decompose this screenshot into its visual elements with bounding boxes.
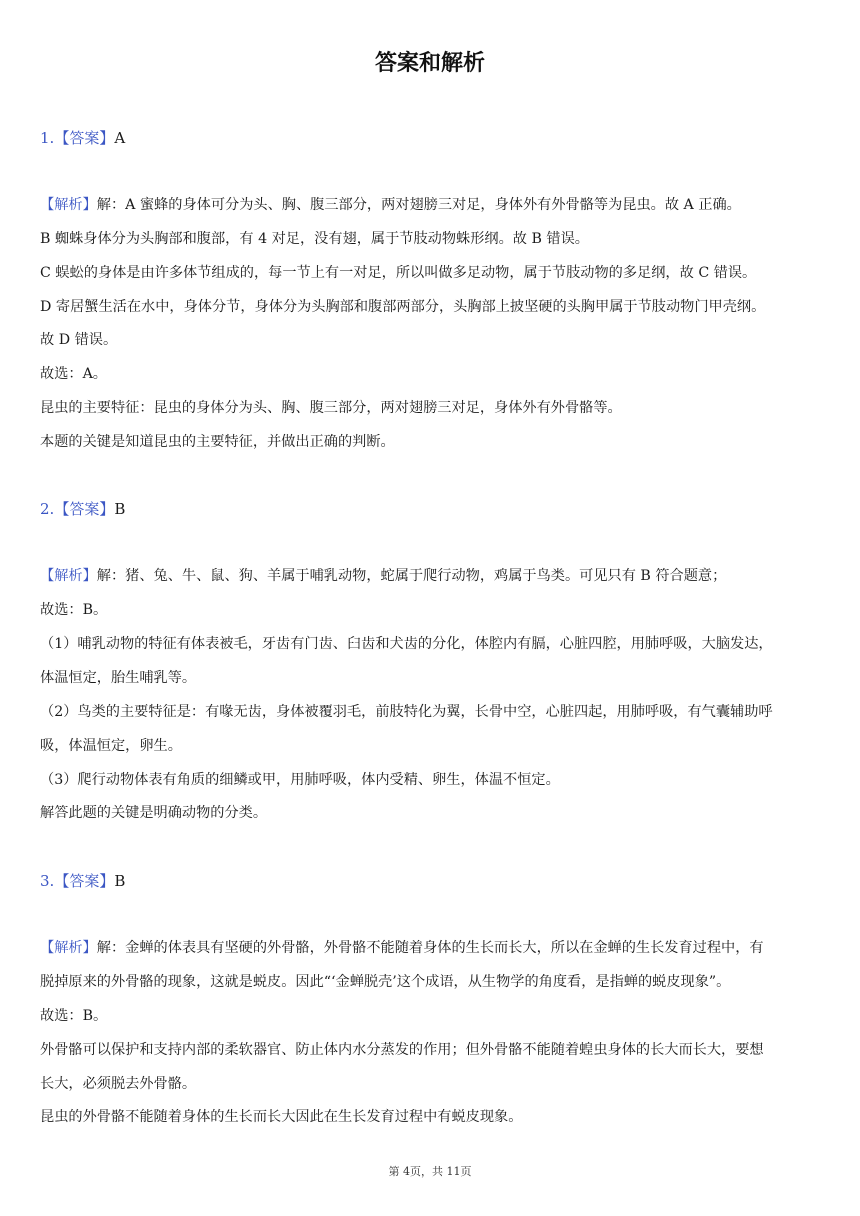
answer-tag: 【答案】	[54, 129, 115, 147]
analysis-text: 解：A 蜜蜂的身体可分为头、胸、腹三部分，两对翅膀三对足，身体外有外骨骼等为昆虫。故 A 正确。	[96, 197, 741, 213]
question-number: 3.	[40, 872, 55, 890]
analysis-line: B 蜘蛛身体分为头胸部和腹部，有 4 对足，没有翅，属于节肢动物蛛形纲。故 B 错误。	[40, 231, 589, 247]
answer-line-q1	[40, 128, 125, 148]
page-footer: 第 4页，共 11页	[388, 1165, 472, 1178]
analysis-line: 体温恒定，胎生哺乳等。	[40, 670, 197, 686]
analysis-line: 长大，必须脱去外骨骼。	[40, 1076, 197, 1092]
analysis-text: 解：金蝉的体表具有坚硬的外骨骼，外骨骼不能随着身体的生长而长大，所以在金蝉的生长发育过程中，有	[96, 940, 764, 956]
answer-value: B	[114, 500, 126, 518]
answer-value: B	[114, 872, 126, 890]
question-number: 1.	[40, 129, 55, 147]
analysis-line: （2）鸟类的主要特征是：有喙无齿，身体被覆羽毛，前肢特化为翼，长骨中空，心脏四起，用肺呼吸，有气囊辅助呼	[40, 704, 773, 720]
question-number: 2.	[40, 500, 55, 518]
analysis-line	[40, 938, 825, 958]
analysis-line: 外骨骼可以保护和支持内部的柔软器官、防止体内水分蒸发的作用；但外骨骼不能随着蝗虫身体的长大而长大，要想	[40, 1042, 764, 1058]
analysis-line: 故选：A。	[40, 366, 107, 382]
analysis-text: 解：猪、兔、牛、鼠、狗、羊属于哺乳动物，蛇属于爬行动物，鸡属于鸟类。可见只有 B 符合题意；	[96, 568, 727, 584]
answer-line-q2	[40, 499, 125, 519]
analysis-tag: 【解析】	[40, 568, 97, 584]
analysis-tag: 【解析】	[40, 940, 97, 956]
analysis-line: C 蜈蚣的身体是由许多体节组成的，每一节上有一对足，所以叫做多足动物，属于节肢动物的多足纲，故 C 错误。	[40, 265, 757, 281]
analysis-line: 故 D 错误。	[40, 332, 118, 348]
analysis-line: 昆虫的外骨骼不能随着身体的生长而长大因此在生长发育过程中有蜕皮现象。	[40, 1109, 523, 1125]
analysis-line: 吸，体温恒定，卵生。	[40, 738, 182, 754]
answer-tag: 【答案】	[54, 500, 115, 518]
analysis-line: 故选：B。	[40, 602, 108, 618]
analysis-line: 昆虫的主要特征：昆虫的身体分为头、胸、腹三部分，两对翅膀三对足，身体外有外骨骼等。	[40, 400, 622, 416]
analysis-line: （3）爬行动物体表有角质的细鳞或甲，用肺呼吸，体内受精、卵生，体温不恒定。	[40, 772, 560, 788]
answer-value: A	[114, 129, 126, 147]
answer-line-q3	[40, 871, 125, 891]
answer-tag: 【答案】	[54, 872, 115, 890]
analysis-line: 脱掉原来的外骨骼的现象，这就是蜕皮。因此“‘金蝉脱壳’这个成语，从生物学的角度看，是指蝉的蜕皮现象”。	[40, 974, 731, 990]
analysis-line	[40, 566, 825, 586]
analysis-line: D 寄居蟹生活在水中，身体分节，身体分为头胸部和腹部两部分，头胸部上披坚硬的头胸甲属于节肢动物门甲壳纲。	[40, 299, 766, 315]
analysis-line	[40, 195, 825, 215]
analysis-line: （1）哺乳动物的特征有体表被毛，牙齿有门齿、臼齿和犬齿的分化，体腔内有膈，心脏四腔，用肺呼吸，大脑发达，	[40, 636, 773, 652]
analysis-tag: 【解析】	[40, 197, 97, 213]
analysis-line: 本题的关键是知道昆虫的主要特征，并做出正确的判断。	[40, 434, 395, 450]
analysis-line: 故选：B。	[40, 1008, 108, 1024]
analysis-line: 解答此题的关键是明确动物的分类。	[40, 805, 268, 821]
page-title: 答案和解析	[374, 51, 485, 76]
